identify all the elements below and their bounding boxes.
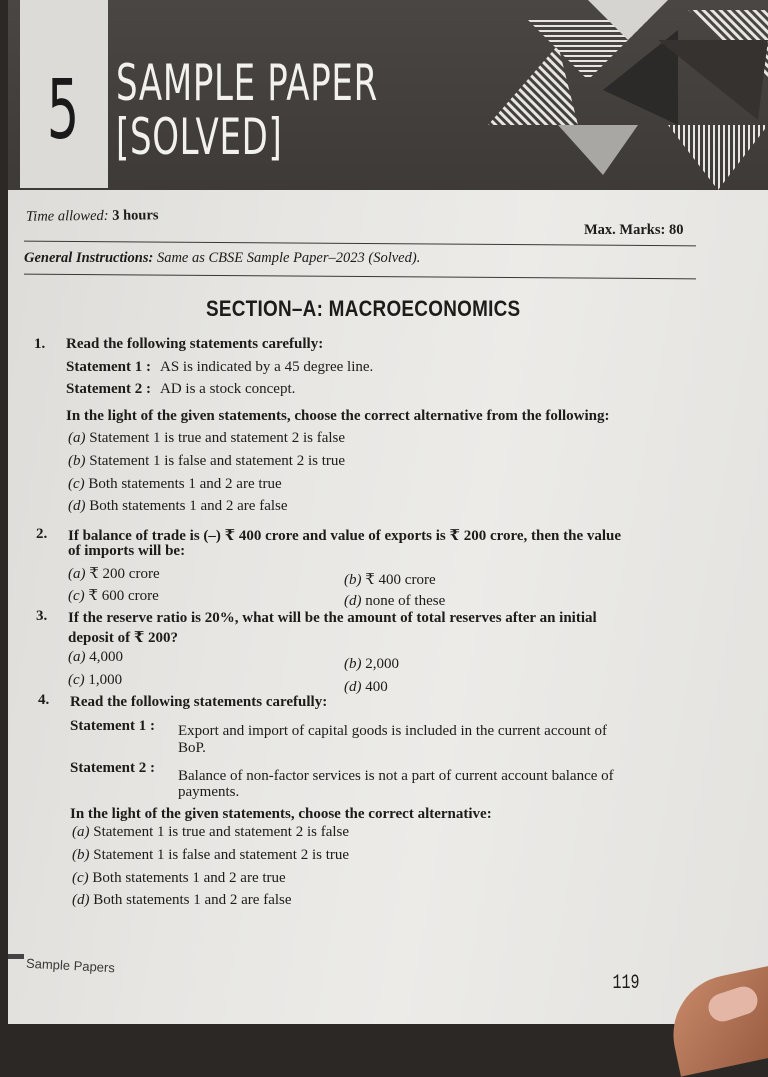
chapter-header <box>8 0 768 190</box>
max-marks-value: 80 <box>668 222 684 238</box>
q4-prompt: Read the following statements carefully: <box>70 694 328 710</box>
q3-option-b <box>344 656 399 673</box>
option-text: none of these <box>365 593 446 609</box>
chapter-number: 5 <box>46 63 80 158</box>
page-number: 119 <box>612 972 640 995</box>
q4-statement-1-label: Statement 1 : <box>70 718 155 734</box>
option-label: (b) <box>68 453 86 469</box>
q3-option-c <box>68 672 122 689</box>
option-text: 4,000 <box>89 649 123 665</box>
footer-label: Sample Papers <box>25 955 116 976</box>
q3-number: 3. <box>36 608 48 624</box>
q1-instruction: In the light of the given statements, choose the correct alternative from the following: <box>66 408 610 424</box>
q2-option-d <box>344 593 445 610</box>
option-text: Statement 1 is true and statement 2 is false <box>93 824 350 840</box>
q3-option-d <box>344 679 388 696</box>
q4-statement-1-text-line-1: Export and import of capital goods is included in the current account of <box>178 723 608 739</box>
q4-statement-2-text-line-2: payments. <box>178 784 240 800</box>
q4-option-a <box>72 824 349 841</box>
q1-statement-2-label: Statement 2 : <box>66 381 151 397</box>
option-text: 400 <box>365 679 388 695</box>
q3-option-a <box>68 649 123 666</box>
q4-instruction: In the light of the given statements, choose the correct alternative: <box>70 806 492 822</box>
q2-option-b <box>344 570 436 589</box>
chapter-title-line-2: [SOLVED] <box>116 108 283 166</box>
q1-statement-1-label: Statement 1 : <box>66 359 151 375</box>
q3-question-line-1: If the reserve ratio is 20%, what will be the amount of total reserves after an initial <box>68 610 597 626</box>
q2-number: 2. <box>36 526 48 542</box>
time-allowed <box>26 207 159 225</box>
q1-option-b <box>68 453 345 470</box>
option-text: Statement 1 is true and statement 2 is false <box>89 430 346 446</box>
option-text: 1,000 <box>88 672 123 688</box>
option-text: ₹ 200 crore <box>89 566 160 582</box>
option-text: Statement 1 is false and statement 2 is true <box>89 453 346 469</box>
option-text: 2,000 <box>365 656 399 672</box>
q4-statement-1-text-line-2: BoP. <box>178 740 206 756</box>
q2-option-a <box>68 564 160 583</box>
option-text: Statement 1 is false and statement 2 is true <box>93 847 350 863</box>
option-label: (a) <box>68 430 86 446</box>
instructions-label: General Instructions: <box>24 250 154 266</box>
general-instructions <box>24 250 420 267</box>
option-text: ₹ 400 crore <box>365 572 436 588</box>
q1-option-d <box>68 498 288 515</box>
time-allowed-value: 3 hours <box>112 207 159 224</box>
option-label: (c) <box>68 672 85 688</box>
option-label: (c) <box>68 476 85 492</box>
q2-question-line-2: of imports will be: <box>68 543 186 559</box>
section-title: SECTION–A: MACROECONOMICS <box>206 296 521 321</box>
option-label: (d) <box>344 593 362 609</box>
instructions-text: Same as CBSE Sample Paper–2023 (Solved). <box>156 250 421 266</box>
option-label: (d) <box>72 892 90 908</box>
q2-question-line-1: If balance of trade is (–) ₹ 400 crore and value of exports is ₹ 200 crore, then the value <box>68 528 622 544</box>
max-marks <box>584 222 683 239</box>
option-label: (b) <box>72 847 90 863</box>
option-text: Both statements 1 and 2 are false <box>93 892 292 908</box>
q2-option-c <box>68 586 159 605</box>
option-text: Both statements 1 and 2 are false <box>89 498 288 514</box>
q1-statement-2-text: AD is a stock concept. <box>160 381 296 397</box>
option-label: (a) <box>72 824 90 840</box>
time-allowed-label: Time allowed: <box>25 207 109 225</box>
option-label: (c) <box>68 588 85 604</box>
option-label: (a) <box>68 566 86 582</box>
q1-statement-1-text: AS is indicated by a 45 degree line. <box>160 359 374 375</box>
q1-option-c <box>68 476 282 493</box>
q4-option-b <box>72 847 349 864</box>
q4-option-c <box>72 870 286 887</box>
footer-marker <box>8 954 24 959</box>
option-label: (d) <box>344 679 362 695</box>
q4-statement-2-label: Statement 2 : <box>70 760 155 776</box>
option-text: Both statements 1 and 2 are true <box>88 476 282 492</box>
max-marks-label: Max. Marks: <box>584 222 666 238</box>
option-label: (c) <box>72 870 89 886</box>
option-label: (a) <box>68 649 86 665</box>
q1-option-a <box>68 430 345 447</box>
option-text: Both statements 1 and 2 are true <box>92 870 286 886</box>
q1-number: 1. <box>34 336 46 352</box>
option-text: ₹ 600 crore <box>88 588 159 604</box>
page-sheet <box>8 0 768 1024</box>
option-label: (b) <box>344 656 362 672</box>
divider <box>24 241 696 247</box>
q4-option-d <box>72 892 292 909</box>
option-label: (d) <box>68 498 86 514</box>
q1-prompt: Read the following statements carefully: <box>66 336 324 352</box>
chapter-title-line-1: SAMPLE PAPER <box>116 54 378 112</box>
divider <box>24 274 696 280</box>
q4-number: 4. <box>38 692 50 708</box>
decorative-triangles <box>428 0 768 190</box>
q4-statement-2-text-line-1: Balance of non-factor services is not a part of current account balance of <box>178 768 614 784</box>
option-label: (b) <box>344 572 362 588</box>
q3-question-line-2: deposit of ₹ 200? <box>68 630 179 646</box>
